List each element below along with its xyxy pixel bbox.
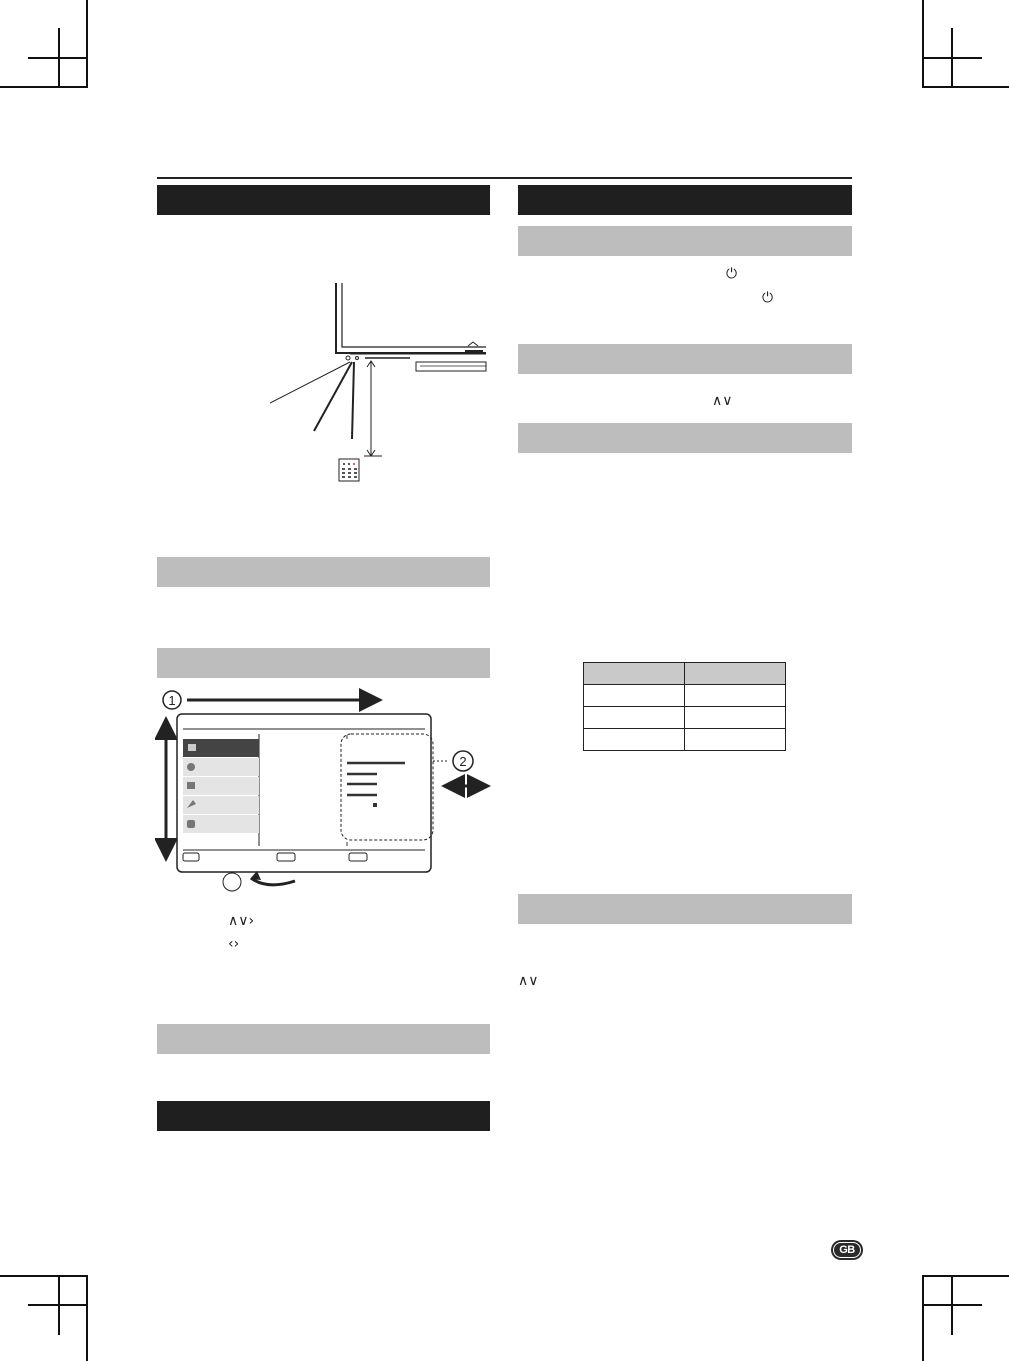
remote-control-icon xyxy=(339,459,359,481)
power-led-icon xyxy=(346,356,350,360)
region-badge-label: GB xyxy=(833,1242,861,1258)
callout-number-1: 1 xyxy=(168,693,176,708)
table-cell xyxy=(685,729,786,751)
region-badge xyxy=(831,1240,863,1260)
top-rule xyxy=(157,177,852,179)
table-row xyxy=(584,729,786,751)
section-header-bar xyxy=(157,1101,490,1131)
up-down-keys-icon: ∧∨ xyxy=(518,973,539,989)
left-right-keys-icon: ‹› xyxy=(228,936,240,952)
table-header-cell xyxy=(685,663,786,685)
subsection-header-bar xyxy=(518,226,852,256)
subsection-header-bar xyxy=(518,423,852,453)
subsection-header-bar xyxy=(157,557,490,587)
table-header-row xyxy=(584,663,786,685)
power-icon: ⏻ xyxy=(726,266,738,282)
menu-navigation-diagram xyxy=(155,688,495,898)
table-header-cell xyxy=(584,663,685,685)
table-cell xyxy=(685,707,786,729)
power-icon: ⏻ xyxy=(762,290,774,306)
settings-table xyxy=(583,662,786,751)
tv-corner-illustration xyxy=(270,283,490,483)
subsection-header-bar xyxy=(157,648,490,678)
section-header-bar xyxy=(157,185,490,215)
subsection-header-bar xyxy=(518,894,852,924)
up-down-keys-icon: ∧∨ xyxy=(712,393,733,409)
section-header-bar xyxy=(518,185,852,215)
table-cell xyxy=(584,685,685,707)
table-row xyxy=(584,707,786,729)
table-cell xyxy=(584,707,685,729)
table-cell xyxy=(685,685,786,707)
table-cell xyxy=(584,729,685,751)
subsection-header-bar xyxy=(518,344,852,374)
up-down-right-keys-icon: ∧∨› xyxy=(228,913,255,929)
callout-number-2: 2 xyxy=(459,754,467,769)
table-row xyxy=(584,685,786,707)
subsection-header-bar xyxy=(157,1024,490,1054)
